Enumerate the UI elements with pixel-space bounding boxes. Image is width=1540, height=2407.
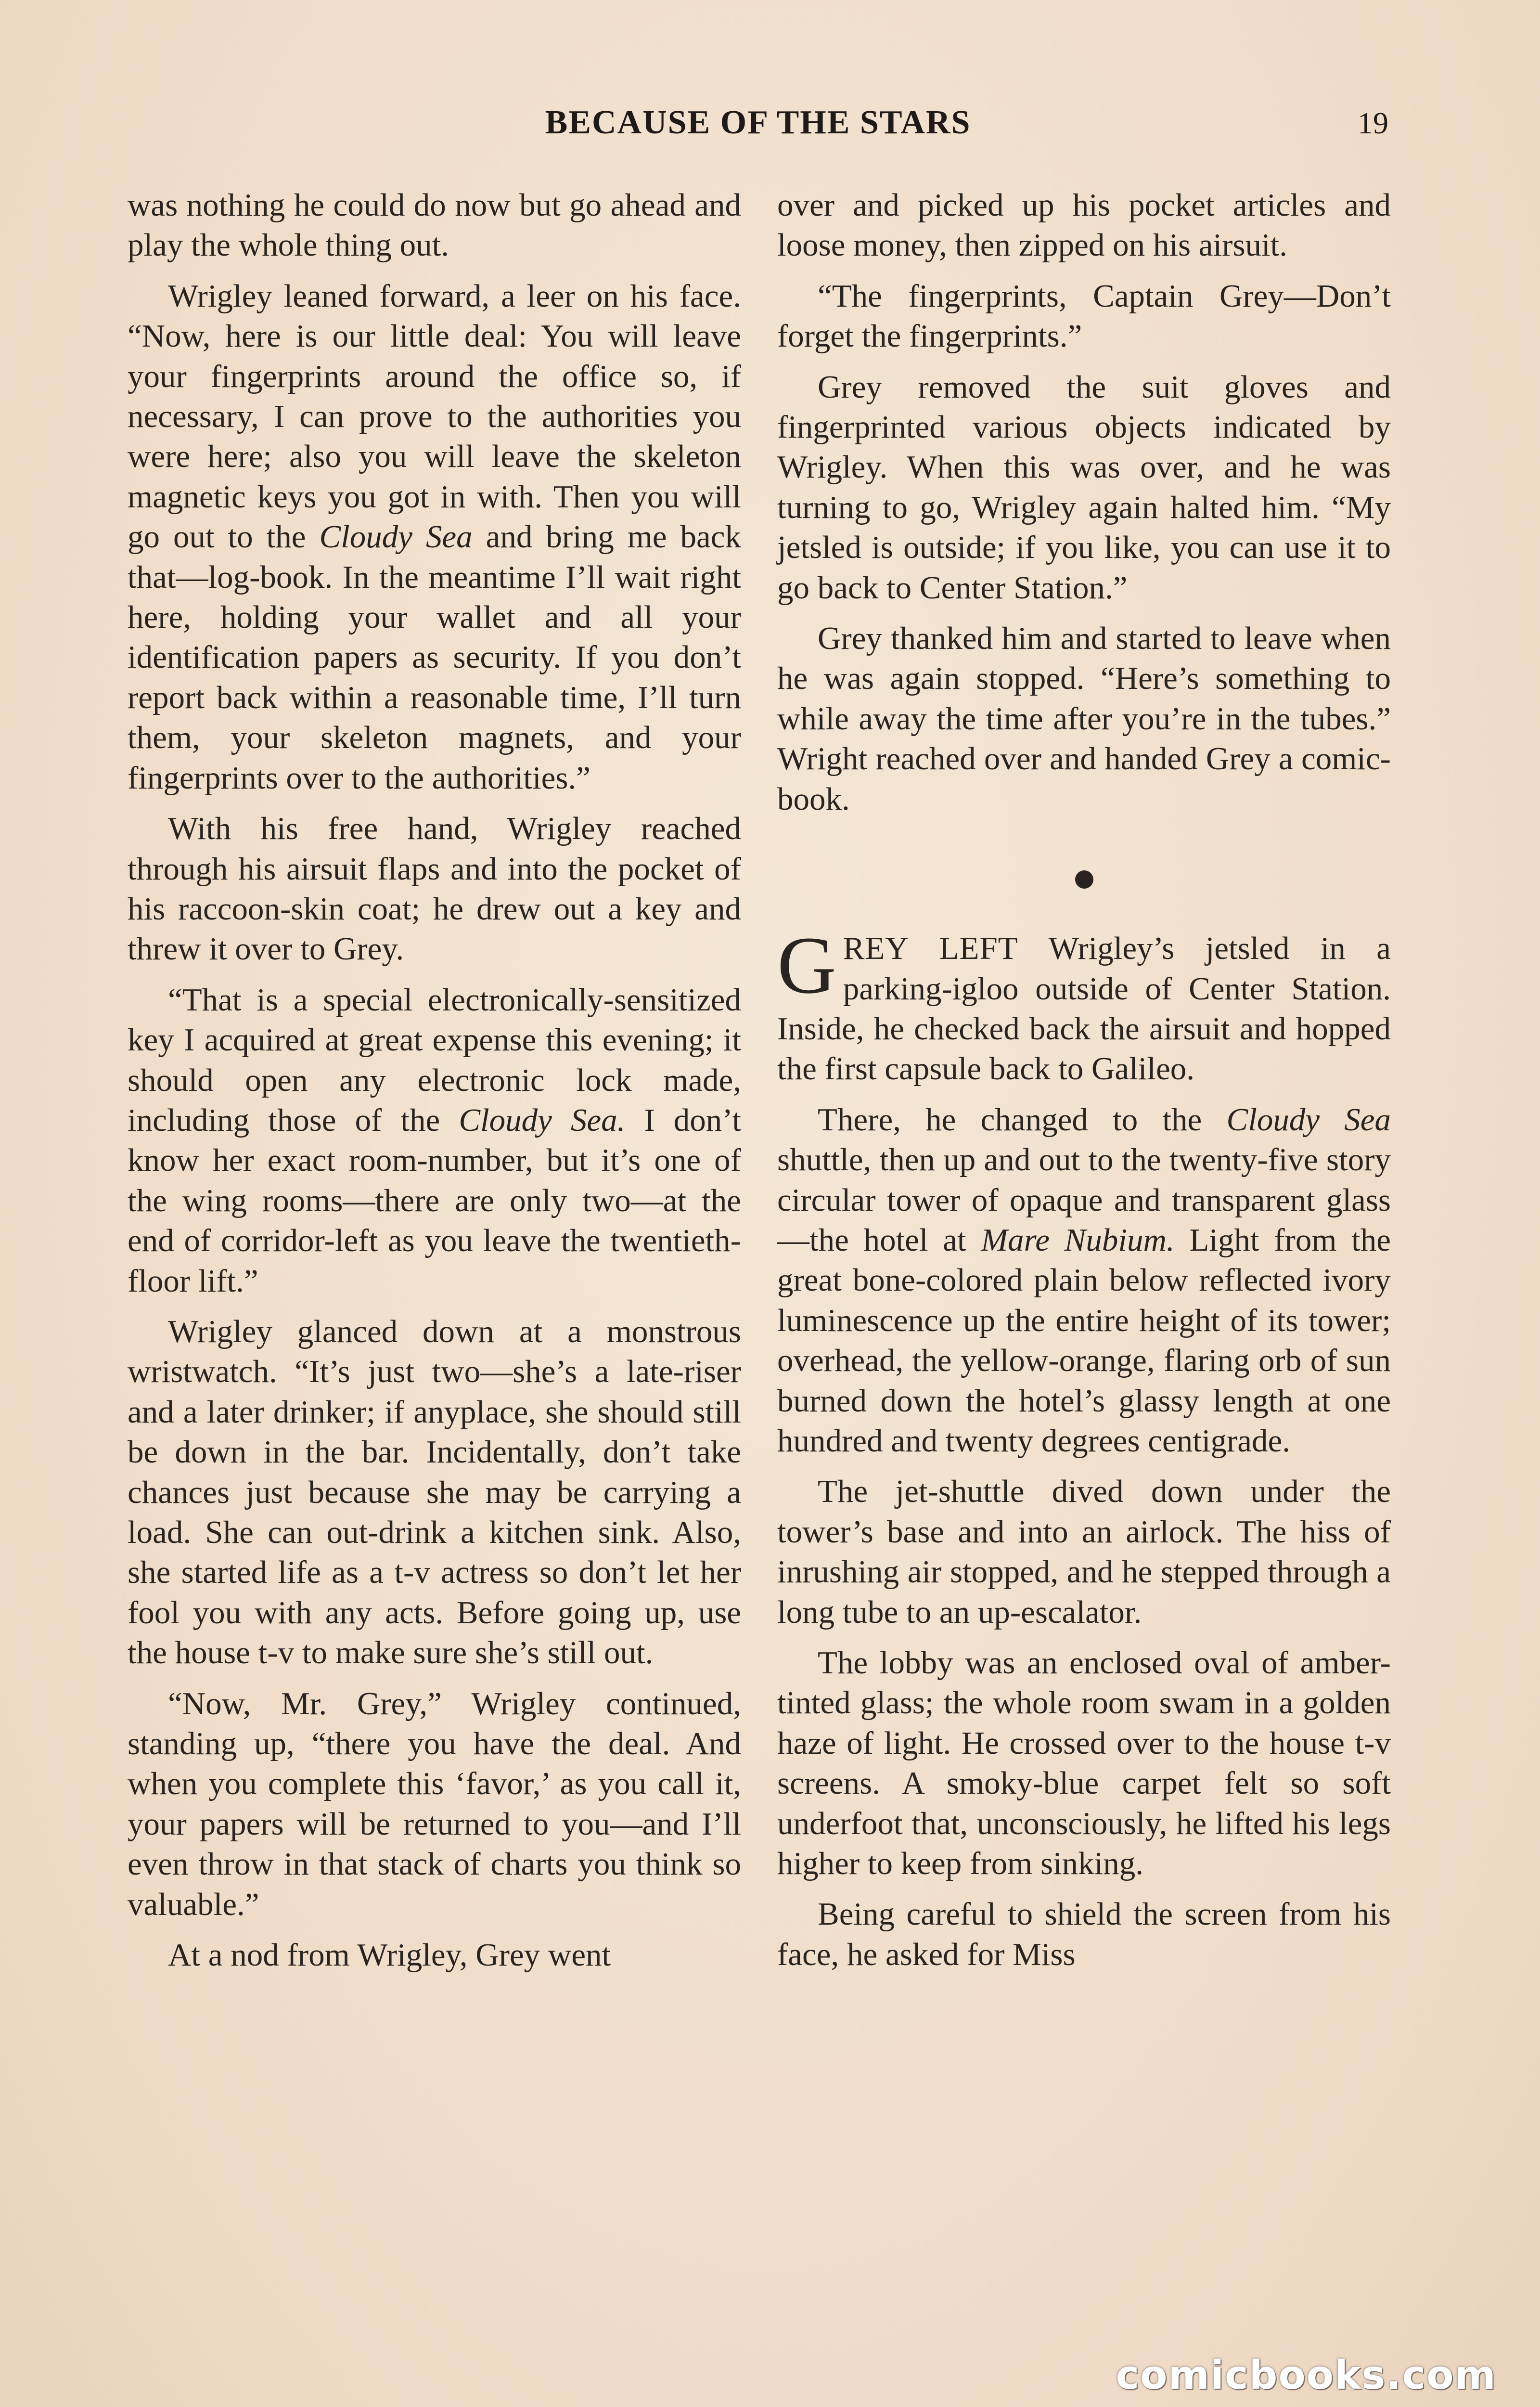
paragraph: was nothing he could do now but go ahead and play the whole thing out. bbox=[128, 187, 741, 263]
paragraph: The lobby was an enclosed oval of amber-tinted glass; the whole room swam in a golden haze of light. He crossed over to the house t-v screens. A smoky-blue carpet felt so soft underfoot that, unconsciously, he lifted his legs higher to keep from sinking. bbox=[777, 1645, 1391, 1882]
paragraph: “That is a special electronically-sensitized key I acquired at great expense this evening; it should open any electronic lock made, including those of the Cloudy Sea. I don’t know her exact room-number, but it’s one of the wing rooms—there are only two—at the end of corridor-left as you leave the twentieth-floor lift.” bbox=[128, 982, 742, 1299]
running-title: BECAUSE OF THE STARS bbox=[545, 104, 971, 141]
paragraph: “The fingerprints, Captain Grey—Don’t forget the fingerprints.” bbox=[777, 278, 1391, 354]
text-columns bbox=[128, 185, 1391, 2318]
paragraph: Grey removed the suit gloves and fingerprinted various objects indicated by Wrigley. When this was over, and he was turning to go, Wrigley again halted him. “My jetsled is outside; if you like, you can use it to go back to Center Station.” bbox=[777, 369, 1391, 606]
page-header bbox=[128, 104, 1388, 156]
paragraph: Wrigley leaned forward, a leer on his face. “Now, here is our little deal: You will leave your fingerprints around the office so, if necessary, I can prove to the authorities you were here; also you will leave the skeleton magnetic keys you got in with. Then you will go out to the Cloudy Sea and bring me back that—log-book. In the meantime I’ll wait right here, holding your wallet and all your identification papers as security. If you don’t report back within a reasonable time, I’ll turn them, your skeleton magnets, and your fingerprints over to the authorities.” bbox=[128, 278, 742, 796]
page-number: 19 bbox=[1358, 106, 1388, 140]
paragraph: With his free hand, Wrigley reached through his airsuit flaps and into the pocket of his raccoon-skin coat; he drew out a key and threw it over to Grey. bbox=[128, 811, 741, 967]
paragraph: Wrigley glanced down at a monstrous wristwatch. “It’s just two—she’s a late-riser and a later drinker; if anyplace, she should still be down in the bar. Incidentally, don’t take chances just because she may be carrying a load. She can out-drink a kitchen sink. Also, she started life as a t-v actress so don’t let her fool you with any acts. Before going up, use the house t-v to make sure she’s still out. bbox=[128, 1313, 741, 1671]
paragraph: Being careful to shield the screen from his face, he asked for Miss bbox=[777, 1896, 1391, 1972]
watermark: comicbooks.com bbox=[1116, 2353, 1497, 2398]
paragraph: “Now, Mr. Grey,” Wrigley continued, standing up, “there you have the deal. And when you complete this ‘favor,’ as you call it, your papers will be returned to you—and I’ll even throw in that stack of charts you think so valuable.” bbox=[128, 1685, 741, 1922]
section-break bbox=[777, 830, 1391, 929]
right-column bbox=[777, 185, 1391, 1985]
paragraph: over and picked up his pocket articles and loose money, then zipped on his airsuit. bbox=[777, 187, 1391, 263]
drop-cap: G bbox=[777, 920, 836, 1011]
section-break-dot-icon bbox=[1075, 870, 1093, 889]
left-column bbox=[128, 185, 741, 1986]
paragraph: At a nod from Wrigley, Grey went bbox=[168, 1937, 611, 1973]
paragraph: GREY LEFT Wrigley’s jetsled in a parking-igloo outside of Center Station. Inside, he checked back the airsuit and hopped the first capsule back to Galileo. bbox=[777, 920, 1391, 1087]
paragraph: The jet-shuttle dived down under the tower’s base and into an airlock. The hiss of inrushing air stopped, and he stepped through a long tube to an up-escalator. bbox=[777, 1474, 1391, 1630]
paragraph: There, he changed to the Cloudy Sea shuttle, then up and out to the twenty-five story circular tower of opaque and transparent glass—the hotel at Mare Nubium. Light from the great bone-colored plain below reflected ivory luminescence up the entire height of its tower; overhead, the yellow-orange, flaring orb of sun burned down the hotel’s glassy length at one hundred and twenty degrees centigrade. bbox=[777, 1101, 1391, 1459]
paragraph: Grey thanked him and started to leave when he was again stopped. “Here’s something to while away the time after you’re in the tubes.” Wright reached over and handed Grey a comic-book. bbox=[777, 621, 1391, 817]
